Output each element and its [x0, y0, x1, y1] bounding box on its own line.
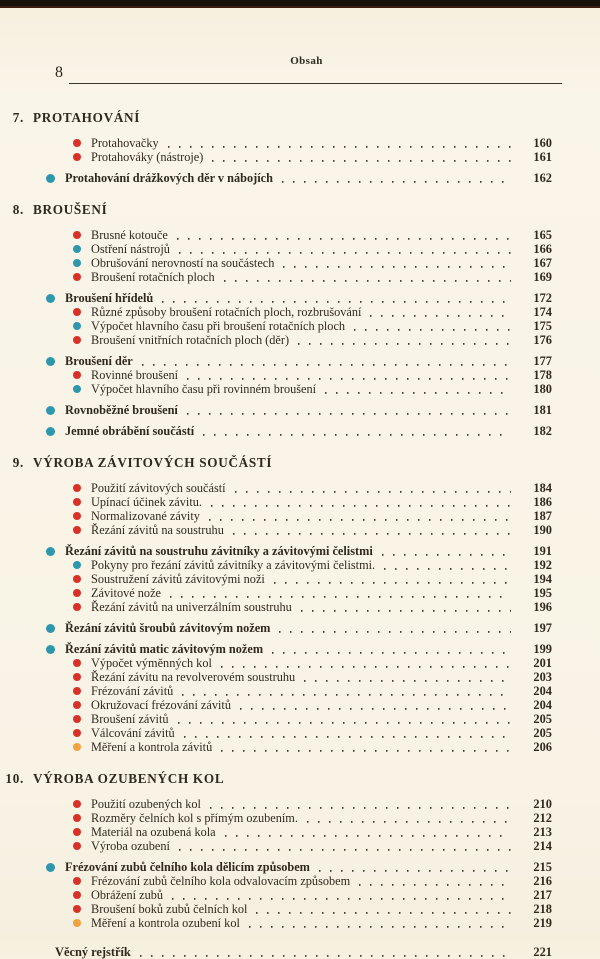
- entry-page-number: 175: [533, 319, 552, 333]
- toc-entry: [0, 228, 552, 242]
- running-title: Obsah: [290, 55, 323, 67]
- entry-label: Frézování závitů: [91, 684, 174, 698]
- index-entry: [0, 945, 552, 959]
- entry-page-number: 219: [533, 916, 552, 930]
- orange-bullet-icon: [73, 743, 81, 751]
- toc-entry: [0, 424, 552, 438]
- entry-page-number: 186: [533, 495, 552, 509]
- toc-entry: [0, 888, 552, 902]
- red-bullet-icon: [73, 512, 81, 520]
- dot-leader: [225, 827, 514, 839]
- entry-page-number: 176: [533, 333, 552, 347]
- toc-entry: [0, 586, 552, 600]
- entry-page-number: 215: [533, 860, 552, 874]
- section-heading: [0, 110, 552, 126]
- toc-section: [0, 110, 552, 185]
- red-bullet-icon: [73, 673, 81, 681]
- teal-bullet-icon: [46, 294, 55, 303]
- toc-entry: [0, 642, 552, 656]
- dot-leader: [359, 876, 514, 888]
- red-bullet-icon: [73, 336, 81, 344]
- teal-bullet-icon: [46, 645, 55, 654]
- teal-bullet-icon: [46, 406, 55, 415]
- toc-entry: [0, 698, 552, 712]
- toc-entry: [0, 916, 552, 930]
- entry-label: Okružovací frézování závitů: [91, 698, 231, 712]
- toc-entry: [0, 811, 552, 825]
- entry-page-number: 201: [533, 656, 552, 670]
- entry-page-number: 203: [533, 670, 552, 684]
- dot-leader: [370, 307, 514, 319]
- toc-entry: [0, 333, 552, 347]
- teal-bullet-icon: [73, 561, 81, 569]
- toc-entry: [0, 600, 552, 614]
- entry-page-number: 191: [533, 544, 552, 558]
- entry-label: Rozměry čelních kol s přímým ozubením.: [91, 811, 298, 825]
- table-of-contents: [0, 110, 552, 930]
- toc-entry: [0, 291, 552, 305]
- teal-bullet-icon: [73, 322, 81, 330]
- dot-leader: [354, 321, 514, 333]
- toc-entry: [0, 509, 552, 523]
- red-bullet-icon: [73, 877, 81, 885]
- entry-page-number: 217: [533, 888, 552, 902]
- toc-entry: [0, 726, 552, 740]
- dot-leader: [301, 602, 514, 614]
- dot-leader: [170, 588, 514, 600]
- dot-leader: [224, 272, 514, 284]
- entry-page-number: 181: [533, 403, 552, 417]
- entry-page-number: 213: [533, 825, 552, 839]
- toc-entry: [0, 558, 552, 572]
- dot-leader: [172, 890, 514, 902]
- entry-page-number: 218: [533, 902, 552, 916]
- entry-label: Použití ozubených kol: [91, 797, 201, 811]
- toc-entry: [0, 712, 552, 726]
- entry-label: Protahováky (nástroje): [91, 150, 204, 164]
- entry-label: Pokyny pro řezání závitů závitníky a závitovými čelistmi.: [91, 558, 376, 572]
- teal-bullet-icon: [46, 547, 55, 556]
- entry-label: Obrušování nerovností na součástech: [91, 256, 275, 270]
- toc-section: [0, 771, 552, 930]
- entry-label: Výroba ozubení: [91, 839, 170, 853]
- toc-entry: [0, 270, 552, 284]
- section-number: 7.: [12, 110, 24, 125]
- red-bullet-icon: [73, 729, 81, 737]
- dot-leader: [187, 370, 514, 382]
- dot-leader: [177, 230, 514, 242]
- entry-label: Obrážení zubů: [91, 888, 164, 902]
- entry-page-number: 184: [533, 481, 552, 495]
- section-heading: [0, 202, 552, 218]
- entry-page-number: 192: [533, 558, 552, 572]
- entry-label: Broušení hřídelů: [65, 291, 154, 305]
- toc-entry: [0, 839, 552, 853]
- red-bullet-icon: [73, 701, 81, 709]
- entry-page-number: 165: [533, 228, 552, 242]
- page-top-edge: [0, 0, 600, 8]
- red-bullet-icon: [73, 526, 81, 534]
- toc-entry: [0, 305, 552, 319]
- entry-label: Výpočet hlavního času při rovinném broušení: [91, 382, 317, 396]
- orange-bullet-icon: [73, 919, 81, 927]
- toc-entry: [0, 481, 552, 495]
- section-title: VÝROBA OZUBENÝCH KOL: [33, 771, 225, 786]
- teal-bullet-icon: [46, 427, 55, 436]
- dot-leader: [274, 574, 514, 586]
- entry-page-number: 169: [533, 270, 552, 284]
- entry-label: Řezání závitů na univerzálním soustruhu: [91, 600, 292, 614]
- entry-label: Výpočet hlavního času při broušení rotačních ploch: [91, 319, 346, 333]
- dot-leader: [298, 335, 514, 347]
- teal-bullet-icon: [46, 174, 55, 183]
- entry-page-number: 161: [533, 150, 552, 164]
- entry-page-number: 221: [533, 945, 552, 959]
- entry-page-number: 187: [533, 509, 552, 523]
- teal-bullet-icon: [46, 624, 55, 633]
- entry-label: Normalizované závity: [91, 509, 200, 523]
- entry-page-number: 205: [533, 712, 552, 726]
- dot-leader: [184, 728, 514, 740]
- red-bullet-icon: [73, 153, 81, 161]
- toc-entry: [0, 319, 552, 333]
- teal-bullet-icon: [46, 863, 55, 872]
- dot-leader: [210, 799, 514, 811]
- dot-leader: [235, 483, 514, 495]
- toc-entry: [0, 171, 552, 185]
- entry-label: Řezání závitu na revolverovém soustruhu: [91, 670, 296, 684]
- entry-page-number: 206: [533, 740, 552, 754]
- toc-entry: [0, 544, 552, 558]
- entry-label: Různé způsoby broušení rotačních ploch, rozbrušování: [91, 305, 362, 319]
- dot-leader: [178, 714, 514, 726]
- toc-entry: [0, 874, 552, 888]
- header-rule: [69, 83, 562, 84]
- toc-section: [0, 202, 552, 438]
- red-bullet-icon: [73, 308, 81, 316]
- red-bullet-icon: [73, 231, 81, 239]
- entry-label: Řezání závitů šroubů závitovým nožem: [65, 621, 271, 635]
- red-bullet-icon: [73, 905, 81, 913]
- section-title: PROTAHOVÁNÍ: [33, 110, 141, 125]
- dot-leader: [142, 356, 514, 368]
- entry-page-number: 197: [533, 621, 552, 635]
- entry-label: Řezání závitů na soustruhu: [91, 523, 224, 537]
- toc-entry: [0, 256, 552, 270]
- dot-leader: [319, 862, 514, 874]
- dot-leader: [256, 904, 514, 916]
- toc-entry: [0, 403, 552, 417]
- entry-label: Broušení rotačních ploch: [91, 270, 215, 284]
- entry-label: Závitové nože: [91, 586, 161, 600]
- dot-leader: [211, 497, 514, 509]
- entry-label: Rovinné broušení: [91, 368, 179, 382]
- entry-page-number: 162: [533, 171, 552, 185]
- toc-entry: [0, 136, 552, 150]
- dot-leader: [282, 173, 514, 185]
- dot-leader: [233, 525, 514, 537]
- toc-entry: [0, 902, 552, 916]
- entry-page-number: 167: [533, 256, 552, 270]
- entry-page-number: 196: [533, 600, 552, 614]
- teal-bullet-icon: [73, 385, 81, 393]
- red-bullet-icon: [73, 715, 81, 723]
- toc-entry: [0, 670, 552, 684]
- entry-page-number: 212: [533, 811, 552, 825]
- red-bullet-icon: [73, 687, 81, 695]
- teal-bullet-icon: [46, 357, 55, 366]
- entry-page-number: 205: [533, 726, 552, 740]
- red-bullet-icon: [73, 273, 81, 281]
- teal-bullet-icon: [73, 259, 81, 267]
- section-title: VÝROBA ZÁVITOVÝCH SOUČÁSTÍ: [33, 455, 273, 470]
- toc-entry: [0, 368, 552, 382]
- toc-entry: [0, 242, 552, 256]
- red-bullet-icon: [73, 575, 81, 583]
- toc-entry: [0, 354, 552, 368]
- entry-page-number: 216: [533, 874, 552, 888]
- toc-entry: [0, 150, 552, 164]
- entry-label: Použití závitových součástí: [91, 481, 226, 495]
- toc-section: [0, 455, 552, 754]
- dot-leader: [212, 152, 514, 164]
- dot-leader: [272, 644, 514, 656]
- toc-entry: [0, 656, 552, 670]
- entry-label: Brusné kotouče: [91, 228, 168, 242]
- entry-label: Měření a kontrola ozubení kol: [91, 916, 240, 930]
- toc-entry: [0, 797, 552, 811]
- entry-label: Broušení děr: [65, 354, 133, 368]
- entry-page-number: 178: [533, 368, 552, 382]
- entry-label: Materiál na ozubená kola: [91, 825, 216, 839]
- entry-page-number: 199: [533, 642, 552, 656]
- toc-entry: [0, 621, 552, 635]
- entry-label: Řezání závitů na soustruhu závitníky a závitovými čelistmi: [65, 544, 373, 558]
- entry-page-number: 174: [533, 305, 552, 319]
- red-bullet-icon: [73, 800, 81, 808]
- dot-leader: [307, 813, 514, 825]
- toc-entry: [0, 382, 552, 396]
- dot-leader: [283, 258, 514, 270]
- entry-label: Soustružení závitů závitovými noži: [91, 572, 265, 586]
- entry-label: Protahovačky: [91, 136, 159, 150]
- page-header: [55, 56, 558, 84]
- dot-leader: [382, 546, 514, 558]
- entry-label: Výpočet výměnných kol: [91, 656, 212, 670]
- red-bullet-icon: [73, 891, 81, 899]
- section-heading: [0, 455, 552, 471]
- entry-label: Broušení závitů: [91, 712, 169, 726]
- dot-leader: [249, 918, 514, 930]
- entry-page-number: 190: [533, 523, 552, 537]
- red-bullet-icon: [73, 814, 81, 822]
- dot-leader: [182, 686, 514, 698]
- dot-leader: [179, 244, 514, 256]
- entry-label: Řezání závitů matic závitovým nožem: [65, 642, 264, 656]
- entry-label: Broušení vnitřních rotačních ploch (děr): [91, 333, 290, 347]
- dot-leader: [179, 841, 514, 853]
- entry-label: Frézování zubů čelního kola dělicím způsobem: [65, 860, 310, 874]
- dot-leader: [221, 742, 514, 754]
- toc-entry: [0, 740, 552, 754]
- section-number: 10.: [5, 771, 24, 786]
- dot-leader: [240, 700, 514, 712]
- entry-label: Protahování drážkových děr v nábojích: [65, 171, 273, 185]
- entry-label: Měření a kontrola závitů: [91, 740, 213, 754]
- toc-entry: [0, 495, 552, 509]
- entry-label: Jemné obrábění součástí: [65, 424, 195, 438]
- dot-leader: [325, 384, 514, 396]
- entry-page-number: 180: [533, 382, 552, 396]
- red-bullet-icon: [73, 371, 81, 379]
- entry-page-number: 204: [533, 698, 552, 712]
- entry-page-number: 166: [533, 242, 552, 256]
- dot-leader: [187, 405, 514, 417]
- dot-leader: [168, 138, 514, 150]
- red-bullet-icon: [73, 842, 81, 850]
- dot-leader: [279, 623, 514, 635]
- entry-label: Rovnoběžné broušení: [65, 403, 178, 417]
- entry-page-number: 160: [533, 136, 552, 150]
- dot-leader: [203, 426, 514, 438]
- toc-entry: [0, 860, 552, 874]
- section-title: BROUŠENÍ: [33, 202, 108, 217]
- red-bullet-icon: [73, 659, 81, 667]
- section-heading: [0, 771, 552, 787]
- entry-label: Válcování závitů: [91, 726, 175, 740]
- entry-page-number: 172: [533, 291, 552, 305]
- entry-label: Upínací účinek závitu.: [91, 495, 202, 509]
- toc-entry: [0, 523, 552, 537]
- red-bullet-icon: [73, 828, 81, 836]
- entry-page-number: 194: [533, 572, 552, 586]
- toc-entry: [0, 572, 552, 586]
- red-bullet-icon: [73, 498, 81, 506]
- red-bullet-icon: [73, 484, 81, 492]
- entry-page-number: 182: [533, 424, 552, 438]
- dot-leader: [140, 947, 514, 959]
- dot-leader: [304, 672, 514, 684]
- entry-label: Ostření nástrojů: [91, 242, 170, 256]
- toc-entry: [0, 684, 552, 698]
- teal-bullet-icon: [73, 245, 81, 253]
- entry-page-number: 195: [533, 586, 552, 600]
- dot-leader: [384, 560, 514, 572]
- red-bullet-icon: [73, 139, 81, 147]
- entry-page-number: 177: [533, 354, 552, 368]
- entry-label: Frézování zubů čelního kola odvalovacím způsobem: [91, 874, 351, 888]
- dot-leader: [221, 658, 514, 670]
- dot-leader: [209, 511, 514, 523]
- section-number: 9.: [12, 455, 24, 470]
- entry-label: Broušení boků zubů čelních kol: [91, 902, 248, 916]
- red-bullet-icon: [73, 603, 81, 611]
- page-number: 8: [55, 64, 63, 81]
- entry-page-number: 204: [533, 684, 552, 698]
- entry-page-number: 210: [533, 797, 552, 811]
- toc-entry: [0, 825, 552, 839]
- entry-page-number: 214: [533, 839, 552, 853]
- red-bullet-icon: [73, 589, 81, 597]
- section-number: 8.: [12, 202, 24, 217]
- entry-label: Věcný rejstřík: [55, 945, 131, 959]
- dot-leader: [162, 293, 514, 305]
